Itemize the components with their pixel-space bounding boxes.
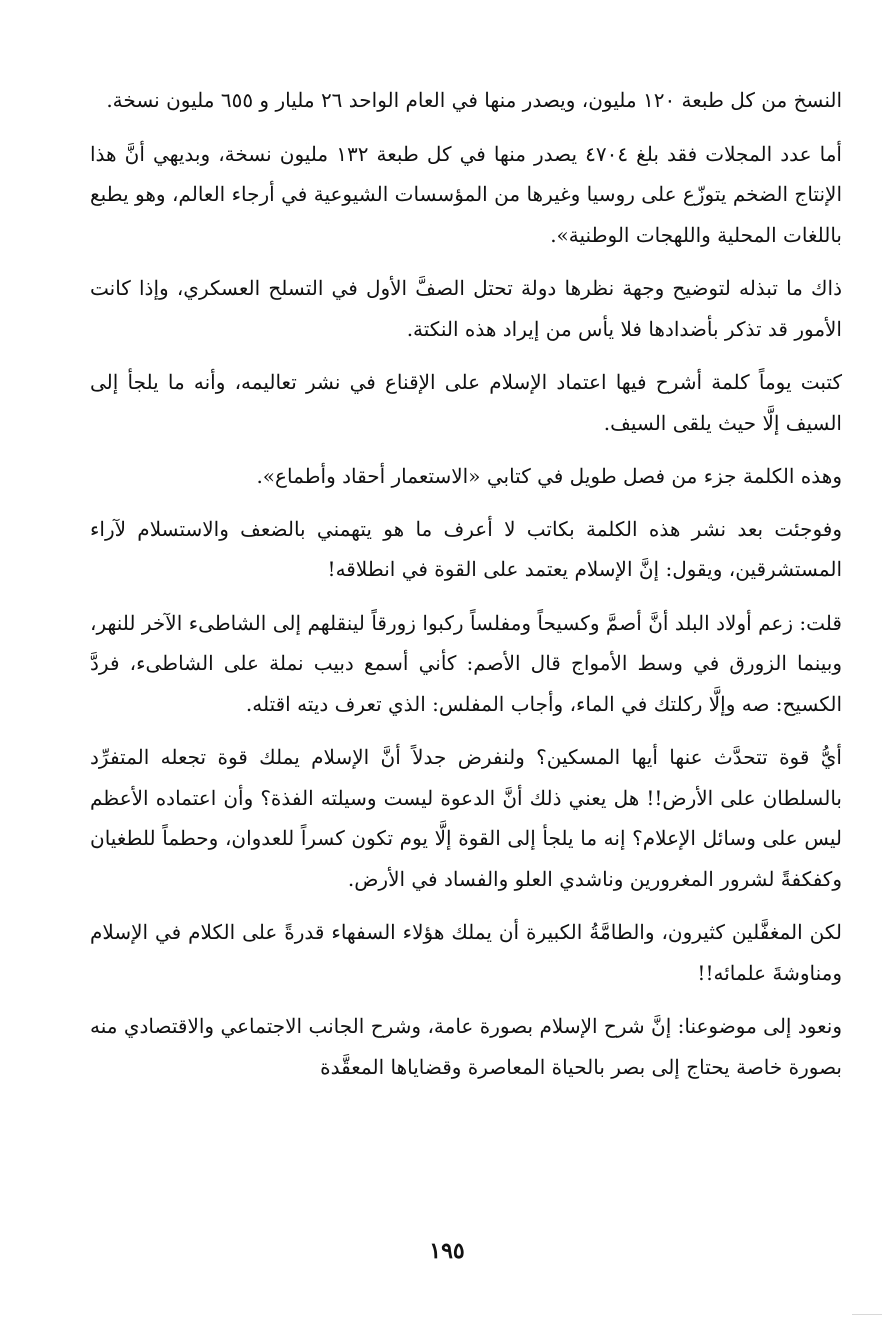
paragraph-9: لكن المغفَّلين كثيرون، والطامَّةُ الكبيرة أن يملك هؤلاء السفهاء قدرةً على الكلام في الإسلام ومناوشةَ علمائه!! [90, 920, 842, 985]
paragraph-8: أيُّ قوة تتحدَّث عنها أيها المسكين؟ ولنفرض جدلاً أنَّ الإسلام يملك قوة تجعله المتفرِّد بالسلطان على الأرض!! هل يعني ذلك أنَّ الدعوة ليست وسيلته الفذة؟ وأن اعتماده الأعظم ليس على وسائل الإعلام؟ إنه ما يلجأ إلى القوة إلَّا يوم تكون كسراً للعدوان، وحطماً للطغيان وكفكفةً لشرور المغرورين وناشدي العلو والفساد في الأرض. [90, 745, 842, 891]
paragraph-3: ذاك ما تبذله لتوضيح وجهة نظرها دولة تحتل الصفَّ الأول في التسلح العسكري، وإذا كانت الأمور قد تذكر بأضدادها فلا يأس من إيراد هذه النكتة. [90, 276, 842, 341]
page-number: ١٩٥ [429, 1238, 465, 1264]
paragraph-6: وفوجئت بعد نشر هذه الكلمة بكاتب لا أعرف ما هو يتهمني بالضعف والاستسلام لآراء المستشرقين، ويقول: إنَّ الإسلام يعتمد على القوة في انطلاقه! [90, 516, 842, 581]
paragraph-10: ونعود إلى موضوعنا: إنَّ شرح الإسلام بصورة عامة، وشرح الجانب الاجتماعي والاقتصادي منه بصورة خاصة يحتاج إلى بصر بالحياة المعاصرة وقضاياها المعقَّدة [90, 1014, 842, 1079]
paragraph-2: أما عدد المجلات فقد بلغ ٤٧٠٤ يصدر منها في كل طبعة ١٣٢ مليون نسخة، وبديهي أنَّ هذا الإنتاج الضخم يتوزّع على روسيا وغيرها من المؤسسات الشيوعية في أرجاء العالم، وهو يطبع باللغات المحلية واللهجات الوطنية». [90, 141, 842, 247]
paragraph-4: كتبت يوماً كلمة أشرح فيها اعتماد الإسلام على الإقناع في نشر تعاليمه، وأنه ما يلجأ إلى السيف إلَّا حيث يلقى السيف. [90, 370, 842, 435]
paragraph-7: قلت: زعم أولاد البلد أنَّ أصمَّ وكسيحاً ومفلساً ركبوا زورقاً لينقلهم إلى الشاطىء الآخر للنهر، وبينما الزورق في وسط الأمواج قال الأصم: كأني أسمع دبيب نملة على الشاطىء، فردَّ الكسيح: صه وإلَّا ركلتك في الماء، وأجاب المفلس: الذي تعرف ديته اقتله. [90, 610, 842, 716]
paragraph-5: وهذه الكلمة جزء من فصل طويل في كتابي «الاستعمار أحقاد وأطماع». [256, 464, 842, 488]
paragraph-1: النسخ من كل طبعة ١٢٠ مليون، ويصدر منها في العام الواحد ٢٦ مليار و ٦٥٥ مليون نسخة. [106, 88, 842, 112]
page-body [90, 80, 842, 1100]
scan-mark [852, 1314, 882, 1315]
